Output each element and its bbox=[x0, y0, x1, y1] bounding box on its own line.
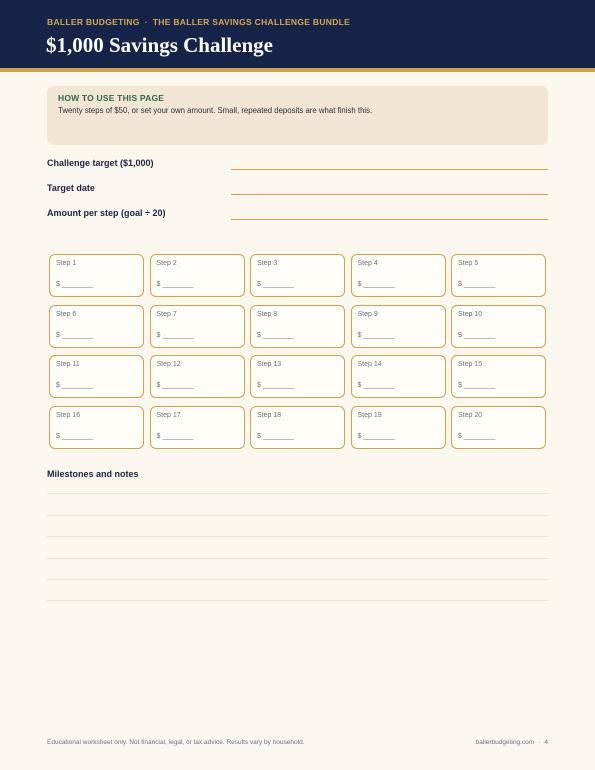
step-amount-field[interactable]: $ ________ bbox=[357, 281, 395, 288]
step-amount-field[interactable]: $ ________ bbox=[257, 281, 294, 288]
step-label: Step 16 bbox=[56, 411, 81, 419]
step-label: Step 10 bbox=[458, 310, 483, 318]
brand-line bbox=[47, 17, 350, 27]
how-to-panel bbox=[47, 86, 548, 145]
step-box-1[interactable] bbox=[49, 254, 144, 297]
step-amount-field[interactable]: $ ________ bbox=[458, 382, 495, 389]
note-line[interactable] bbox=[47, 493, 548, 494]
footer-site-link[interactable]: ballerbudgeting.com bbox=[475, 739, 535, 746]
note-line[interactable] bbox=[47, 579, 548, 580]
step-box-3[interactable] bbox=[250, 254, 345, 297]
step-box-9[interactable] bbox=[351, 305, 446, 348]
amount-per-step-label: Amount per step (goal ÷ 20) bbox=[47, 208, 166, 218]
step-box-13[interactable] bbox=[250, 355, 345, 398]
step-amount-field[interactable]: $ ________ bbox=[257, 432, 294, 440]
step-box-11[interactable] bbox=[49, 355, 144, 398]
bundle-name: THE BALLER SAVINGS CHALLENGE BUNDLE bbox=[152, 17, 351, 27]
note-line[interactable] bbox=[47, 558, 548, 559]
step-amount-field[interactable]: $ ________ bbox=[56, 281, 93, 288]
header-gold-rule bbox=[0, 68, 595, 72]
step-label: Step 5 bbox=[458, 260, 479, 267]
step-amount-field[interactable]: $ ________ bbox=[357, 382, 395, 389]
step-amount-field[interactable]: $ ________ bbox=[156, 331, 194, 339]
step-amount-field[interactable]: $ ________ bbox=[357, 331, 395, 339]
step-box-6[interactable] bbox=[49, 305, 144, 348]
footer-right bbox=[476, 739, 548, 746]
page-title: $1,000 Savings Challenge bbox=[46, 33, 273, 57]
amount-per-step-field[interactable] bbox=[231, 219, 548, 220]
step-label: Step 20 bbox=[458, 411, 483, 419]
step-label: Step 8 bbox=[257, 310, 278, 318]
note-line[interactable] bbox=[47, 600, 548, 601]
step-amount-field[interactable]: $ ________ bbox=[458, 432, 495, 440]
step-box-18[interactable] bbox=[250, 406, 345, 449]
step-amount-field[interactable]: $ ________ bbox=[56, 331, 93, 339]
step-amount-field[interactable]: $ ________ bbox=[156, 432, 194, 440]
step-amount-field[interactable]: $ ________ bbox=[156, 281, 194, 288]
step-label: Step 15 bbox=[458, 361, 483, 368]
step-amount-field[interactable]: $ ________ bbox=[56, 382, 93, 389]
step-amount-field[interactable]: $ ________ bbox=[357, 432, 395, 440]
step-box-20[interactable] bbox=[451, 406, 546, 449]
page-number: 4 bbox=[544, 739, 548, 746]
step-label: Step 12 bbox=[156, 361, 181, 368]
step-label: Step 3 bbox=[257, 260, 278, 267]
step-box-4[interactable] bbox=[351, 254, 446, 297]
step-amount-field[interactable]: $ ________ bbox=[257, 331, 294, 339]
target-date-field[interactable] bbox=[231, 194, 548, 195]
step-box-10[interactable] bbox=[451, 305, 546, 348]
step-label: Step 17 bbox=[156, 411, 181, 419]
target-date-label: Target date bbox=[47, 183, 95, 193]
step-box-8[interactable] bbox=[250, 305, 345, 348]
step-box-2[interactable] bbox=[150, 254, 245, 297]
step-label: Step 9 bbox=[357, 310, 378, 318]
step-label: Step 18 bbox=[257, 411, 282, 419]
step-amount-field[interactable]: $ ________ bbox=[458, 331, 495, 339]
footer-separator: · bbox=[538, 739, 541, 746]
note-line[interactable] bbox=[47, 515, 548, 516]
step-box-5[interactable] bbox=[451, 254, 546, 297]
step-box-19[interactable] bbox=[351, 406, 446, 449]
brand-name: BALLER BUDGETING bbox=[47, 17, 140, 27]
step-box-12[interactable] bbox=[150, 355, 245, 398]
step-box-15[interactable] bbox=[451, 355, 546, 398]
step-amount-field[interactable]: $ ________ bbox=[156, 382, 194, 389]
step-amount-field[interactable]: $ ________ bbox=[257, 382, 294, 389]
step-label: Step 1 bbox=[56, 260, 77, 267]
step-box-16[interactable] bbox=[49, 406, 144, 449]
challenge-target-label: Challenge target ($1,000) bbox=[47, 158, 154, 168]
step-box-14[interactable] bbox=[351, 355, 446, 398]
how-to-heading: HOW TO USE THIS PAGE bbox=[58, 93, 165, 103]
note-line[interactable] bbox=[47, 536, 548, 537]
header-banner bbox=[0, 0, 595, 68]
step-label: Step 19 bbox=[357, 411, 382, 419]
step-label: Step 7 bbox=[156, 310, 177, 318]
milestones-title: Milestones and notes bbox=[47, 469, 139, 479]
step-grid bbox=[49, 254, 546, 449]
how-to-text: Twenty steps of $50, or set your own amount. Small, repeated deposits are what finish this. bbox=[58, 106, 373, 115]
step-label: Step 14 bbox=[357, 361, 382, 368]
step-label: Step 11 bbox=[56, 361, 80, 368]
step-box-7[interactable] bbox=[150, 305, 245, 348]
challenge-target-field[interactable] bbox=[231, 169, 548, 170]
footer-disclaimer: Educational worksheet only. Not financial, legal, or tax advice. Results vary by household. bbox=[47, 739, 305, 746]
brand-separator: · bbox=[144, 17, 148, 27]
step-label: Step 6 bbox=[56, 310, 77, 318]
step-amount-field[interactable]: $ ________ bbox=[56, 432, 93, 440]
step-label: Step 4 bbox=[357, 260, 378, 267]
step-box-17[interactable] bbox=[150, 406, 245, 449]
step-amount-field[interactable]: $ ________ bbox=[458, 281, 495, 288]
step-label: Step 2 bbox=[156, 260, 177, 267]
step-label: Step 13 bbox=[257, 361, 282, 368]
